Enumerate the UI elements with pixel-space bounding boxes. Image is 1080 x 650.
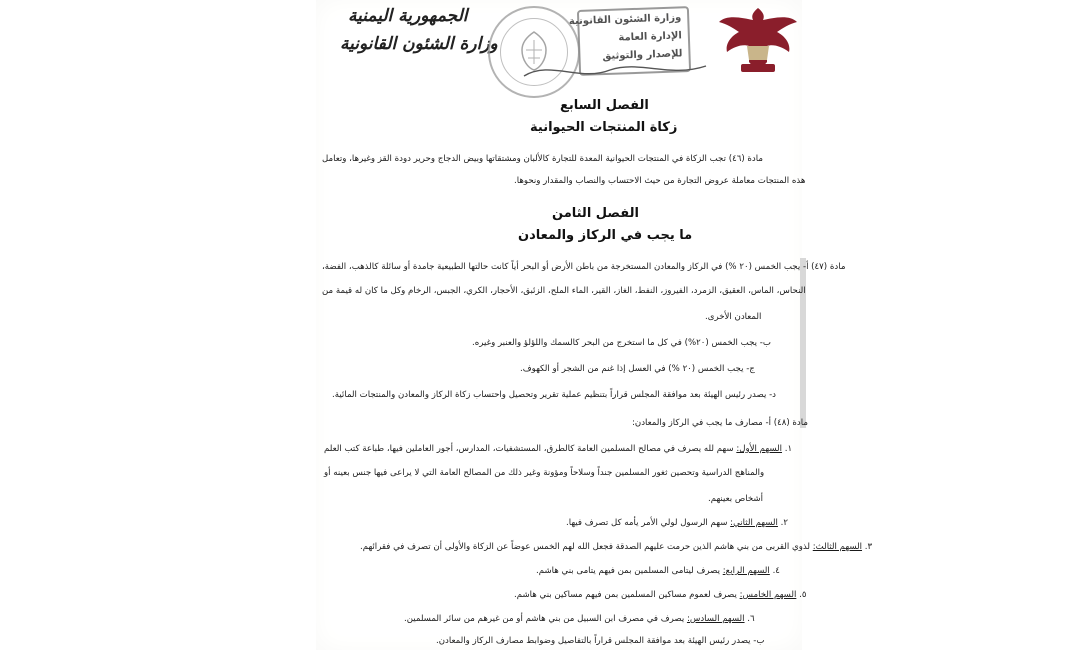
- share-1-line-3: أشخاص بعينهم.: [708, 494, 764, 504]
- article-46-line-2: هذه المنتجات معاملة عروض التجارة من حيث الاحتساب والنصاب والمقدار ونحوها.: [514, 176, 806, 186]
- chapter-8-title: ما يجب في الركاز والمعادن: [518, 228, 693, 243]
- share-2-num: ٢.: [780, 518, 789, 528]
- article-47-c: ج- يجب الخمس (٢٠ %) في العسل إذا غنم من الشجر أو الكهوف.: [520, 364, 755, 374]
- share-1-line-1: [324, 444, 792, 454]
- share-5: [514, 590, 806, 600]
- chapter-8-heading: الفصل الثامن: [552, 206, 639, 221]
- article-47-a-line-2: النحاس، الماس، العقيق، الزمرد، الفيروز، النفط، الغاز، القير، الماء الملح، الزئبق، الأحجار، الكري، الجبس، الرخام وكل ما كان له قيمة من: [322, 286, 806, 296]
- left-margin: [0, 0, 316, 650]
- share-3: [360, 542, 872, 552]
- stamp-line-1: وزارة الشئون القانونية: [568, 12, 682, 28]
- share-1-text: سهم لله يصرف في مصالح المسلمين العامة كالطرق، المستشفيات، المدارس، أجور العاملين فيها، طباعة كتب العلم: [324, 444, 734, 454]
- article-48-a: مادة (٤٨) أ- مصارف ما يجب في الركاز والمعادن:: [632, 418, 808, 428]
- share-4-text: يصرف ليتامى المسلمين بمن فيهم يتامى بني هاشم.: [536, 566, 720, 576]
- share-2-label: السهم الثاني:: [730, 518, 778, 528]
- article-46-line-1: مادة (٤٦) تجب الزكاة في المنتجات الحيوانية المعدة للتجارة كالألبان ومشتقاتها وبيض الدجاج وحرير دودة القز وغيرها، وتعامل: [322, 154, 763, 164]
- share-2: [566, 518, 788, 528]
- stamp-line-3: للإصدار والتوثيق: [602, 48, 683, 63]
- share-1-line-2: والمناهج الدراسية وتحصين ثغور المسلمين جنداً وسلاحاً ومؤونة وغير ذلك من المصالح العامة التي لا يراعى فيها جنس بعينه أو: [324, 468, 765, 478]
- share-4-num: ٤.: [772, 566, 780, 576]
- share-3-label: السهم الثالث:: [812, 542, 863, 552]
- page-edge: [800, 258, 806, 428]
- share-3-text: لذوي القربى من بني هاشم الذين حرمت عليهم الصدقة فجعل الله لهم الخمس عوضاً عن الزكاة والأولى أن تصرف في فقرائهم.: [360, 542, 811, 552]
- share-6: [404, 614, 755, 624]
- article-48-b: ب- يصدر رئيس الهيئة بعد موافقة المجلس قراراً بالتفاصيل وضوابط مصارف الركاز والمعادن.: [436, 636, 765, 646]
- share-6-num: ٦.: [747, 614, 755, 624]
- document-page: [316, 0, 802, 650]
- share-2-text: سهم الرسول لولي الأمر يأمه كل تصرف فيها.: [566, 518, 728, 528]
- share-4: [536, 566, 780, 576]
- share-1-label: السهم الأول:: [736, 444, 783, 454]
- article-47-a-line-3: المعادن الأخرى.: [705, 312, 762, 322]
- signature-scribble: [520, 56, 710, 86]
- share-5-label: السهم الخامس:: [739, 590, 797, 600]
- stamp-line-2: الإدارة العامة: [618, 30, 683, 44]
- share-4-label: السهم الرابع:: [722, 566, 770, 576]
- article-47-b: ب- يجب الخمس (٢٠%) في كل ما استخرج من البحر كالسمك واللؤلؤ والعنبر وغيره.: [472, 338, 771, 348]
- share-3-num: ٣.: [864, 542, 873, 552]
- chapter-7-heading: الفصل السابع: [560, 98, 649, 113]
- share-1-num: ١.: [784, 444, 793, 454]
- header-republic: الجمهورية اليمنية: [348, 6, 468, 26]
- share-6-label: السهم السادس:: [686, 614, 745, 624]
- article-47-d: د- يصدر رئيس الهيئة بعد موافقة المجلس قراراً بتنظيم عملية تقرير وتحصيل واحتساب زكاة الركاز والمعادن والمنتجات المائية.: [332, 390, 777, 400]
- header-ministry: وزارة الشئون القانونية: [340, 34, 498, 54]
- share-5-text: يصرف لعموم مساكين المسلمين بمن فيهم مساكين بني هاشم.: [514, 590, 737, 600]
- article-47-a-line-1: مادة (٤٧) أ- يجب الخمس (٢٠ %) في الركاز والمعادن المستخرجة من باطن الأرض أو البحر أياً كانت حالتها الطبيعية جامدة أو سائلة كالذهب، الفضة،: [322, 262, 846, 272]
- share-5-num: ٥.: [799, 590, 807, 600]
- chapter-7-title: زكاة المنتجات الحيوانية: [530, 120, 678, 135]
- share-6-text: يصرف في مصرف ابن السبيل من بني هاشم أو من غيرهم من سائر المسلمين.: [404, 614, 685, 624]
- yemen-eagle-emblem-icon: [713, 2, 803, 82]
- right-margin: [802, 0, 1080, 650]
